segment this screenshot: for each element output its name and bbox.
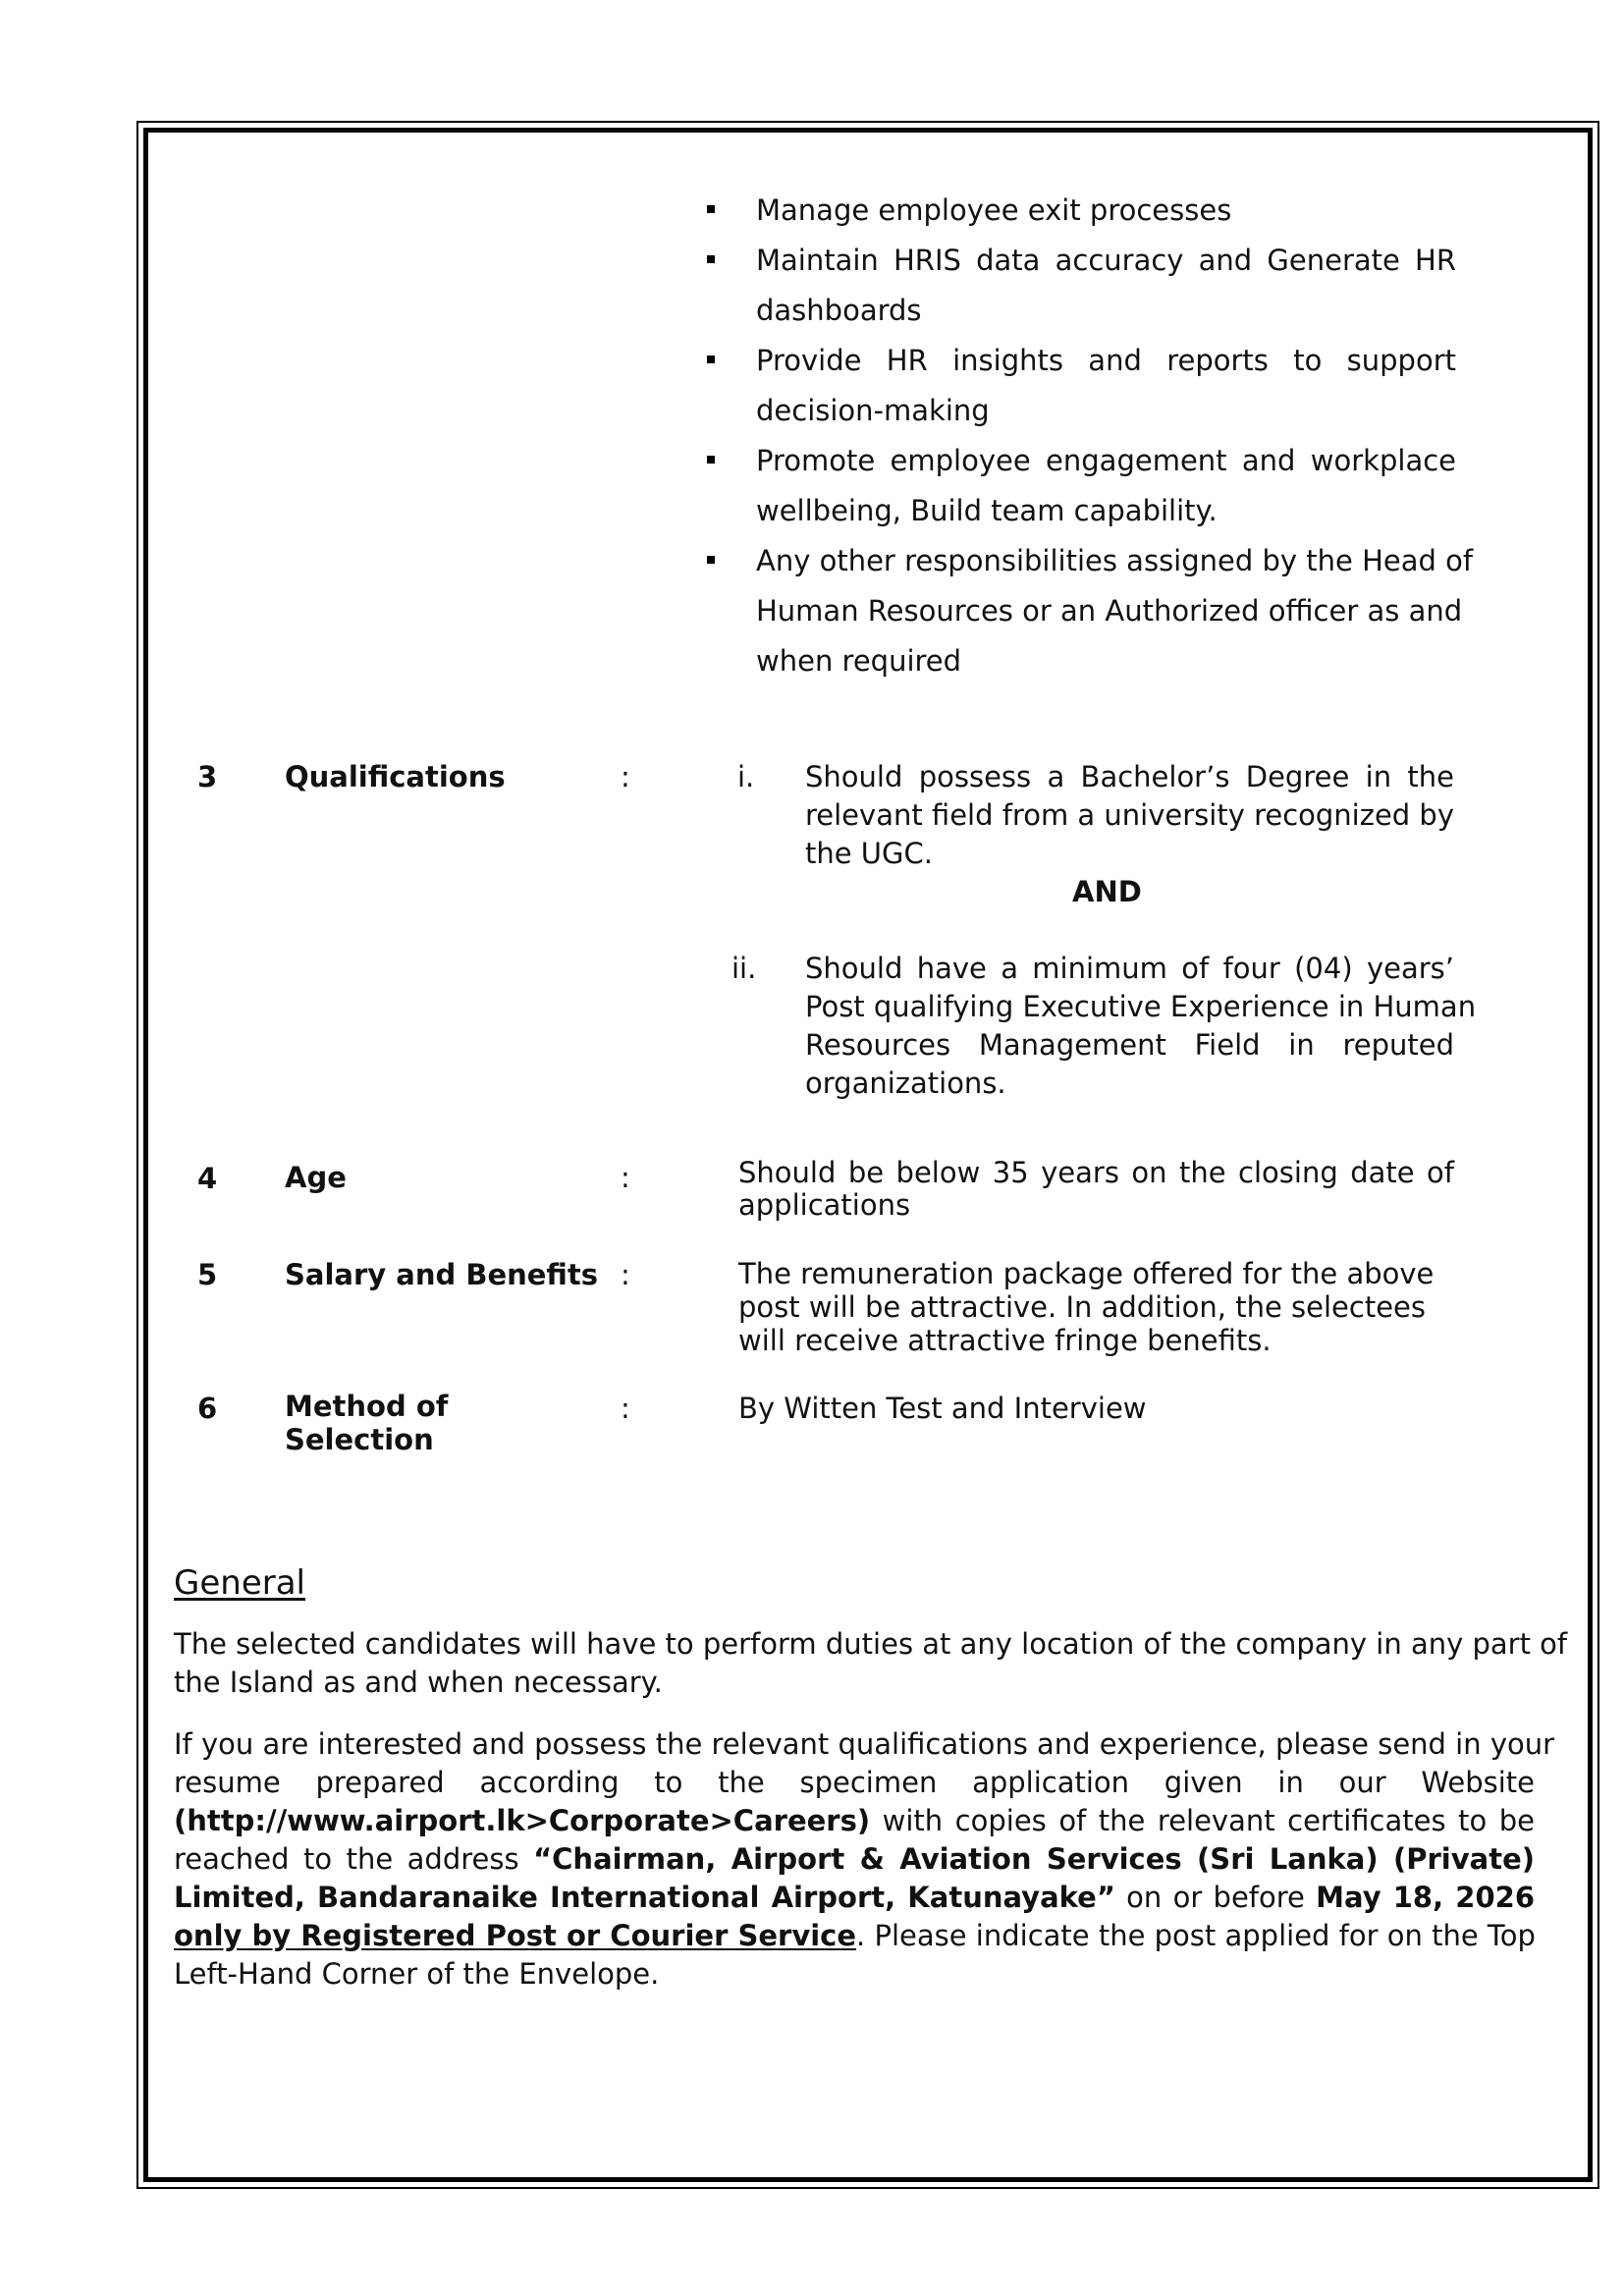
row-label: Selection [285, 1423, 434, 1456]
general-paragraph-line: The selected candidates will have to perform duties at any location of the company in any part of [174, 1627, 1568, 1661]
general-paragraph-line: Left-Hand Corner of the Envelope. [174, 1957, 660, 1991]
qualification-line: organizations. [805, 1066, 1006, 1100]
and-connector: AND [1072, 875, 1142, 908]
duty-line: Promote employee engagement and workplace [756, 444, 1456, 477]
general-paragraph-line: the Island as and when necessary. [174, 1666, 663, 1699]
qualification-line: Post qualifying Executive Experience in Human [805, 990, 1477, 1023]
general-paragraph-line: only by Registered Post or Courier Service. Please indicate the post applied for on the Top [174, 1919, 1536, 1952]
delivery-method: only by Registered Post or Courier Service [174, 1919, 857, 1952]
bullet-icon [707, 456, 715, 464]
item-marker: ii. [731, 952, 757, 985]
duty-line: when required [756, 644, 962, 678]
duty-line: Human Resources or an Authorized officer as and [756, 594, 1463, 628]
duty-line: Any other responsibilities assigned by the Head of [756, 544, 1474, 577]
duty-line: Manage employee exit processes [756, 193, 1232, 227]
row-number: 6 [197, 1392, 218, 1425]
row-colon: : [621, 1392, 630, 1425]
row-number: 3 [197, 760, 218, 793]
general-heading: General [174, 1563, 305, 1603]
row-label: Qualifications [285, 760, 506, 793]
row-colon: : [621, 1161, 630, 1194]
general-paragraph-line: Limited, Bandaranaike International Airport, Katunayake” on or before May 18, 2026 [174, 1881, 1536, 1914]
row-label: Age [285, 1161, 347, 1194]
closing-date: May 18, 2026 [1316, 1881, 1536, 1914]
qualification-line: Resources Management Field in reputed [805, 1028, 1454, 1062]
qualification-line: Should have a minimum of four (04) years’ [805, 952, 1454, 985]
general-paragraph-line: If you are interested and possess the relevant qualifications and experience, please send in your [174, 1727, 1555, 1761]
qualification-line: relevant field from a university recognized by [805, 798, 1454, 832]
salary-line: The remuneration package offered for the above [738, 1257, 1435, 1290]
bullet-icon [707, 556, 715, 564]
bullet-icon [707, 255, 715, 263]
age-line: applications [738, 1188, 911, 1222]
address-text: Limited, Bandaranaike International Airport, Katunayake” [174, 1881, 1115, 1914]
row-label: Method of [285, 1390, 449, 1423]
row-label: Salary and Benefits [285, 1258, 599, 1291]
row-number: 4 [197, 1162, 218, 1195]
qualification-line: the UGC. [805, 837, 933, 870]
age-line: Should be below 35 years on the closing date of [738, 1156, 1454, 1189]
general-paragraph-line: (http://www.airport.lk>Corporate>Careers) with copies of the relevant certificates to be [174, 1804, 1535, 1837]
duty-line: wellbeing, Build team capability. [756, 494, 1218, 527]
duty-line: dashboards [756, 294, 922, 327]
general-paragraph-line: reached to the address “Chairman, Airport & Aviation Services (Sri Lanka) (Private) [174, 1842, 1535, 1876]
address-text: “Chairman, Airport & Aviation Services (Sri Lanka) (Private) [533, 1842, 1535, 1876]
bullet-icon [707, 355, 715, 363]
general-paragraph-line: resume prepared according to the specimen application given in our Website [174, 1766, 1535, 1799]
salary-line: post will be attractive. In addition, the selectees [738, 1290, 1426, 1324]
qualification-line: Should possess a Bachelor’s Degree in the [805, 760, 1454, 793]
duty-line: decision-making [756, 394, 990, 427]
item-marker: i. [737, 760, 755, 793]
row-colon: : [621, 760, 630, 793]
row-colon: : [621, 1258, 630, 1291]
website-path: (http://www.airport.lk>Corporate>Careers) [174, 1804, 871, 1837]
row-number: 5 [197, 1258, 218, 1291]
duty-line: Maintain HRIS data accuracy and Generate HR [756, 244, 1456, 277]
salary-line: will receive attractive fringe benefits. [738, 1324, 1272, 1357]
method-value: By Witten Test and Interview [738, 1392, 1147, 1425]
bullet-icon [707, 205, 715, 213]
duty-line: Provide HR insights and reports to support [756, 344, 1456, 377]
